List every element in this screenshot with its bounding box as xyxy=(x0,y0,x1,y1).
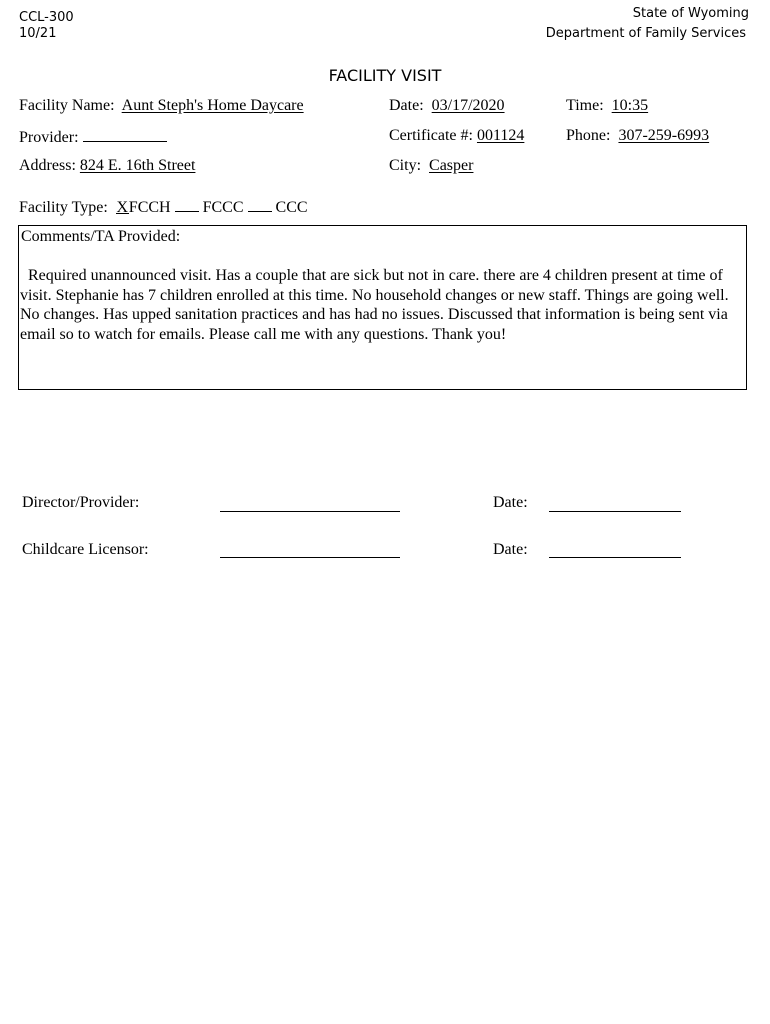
facility-type-mark-fcch: X xyxy=(116,199,129,216)
certificate-row xyxy=(389,127,524,145)
director-date-line xyxy=(549,511,681,512)
director-date-label: Date: xyxy=(493,494,528,511)
facility-type-label: Facility Type: xyxy=(19,199,108,216)
facility-type-mark-fccc xyxy=(175,197,199,212)
facility-type-row xyxy=(19,197,308,217)
address-label: Address: xyxy=(19,157,76,174)
provider-value xyxy=(83,127,167,142)
date-row xyxy=(389,97,505,115)
comments-text xyxy=(20,266,744,344)
state-name: State of Wyoming xyxy=(632,6,749,21)
phone-row xyxy=(566,127,709,145)
page-title: FACILITY VISIT xyxy=(328,66,442,85)
date-value: 03/17/2020 xyxy=(431,97,505,114)
form-code: CCL-300 xyxy=(19,10,74,25)
comments-label: Comments/TA Provided: xyxy=(21,228,181,245)
provider-row xyxy=(19,127,167,147)
facility-type-option-fcch: FCCH xyxy=(128,199,171,216)
director-signature-line xyxy=(220,511,400,512)
city-row xyxy=(389,157,473,175)
facility-type-mark-ccc xyxy=(248,197,272,212)
licensor-label: Childcare Licensor: xyxy=(22,541,149,558)
comments-box xyxy=(18,225,747,390)
licensor-signature-line xyxy=(220,557,400,558)
time-value: 10:35 xyxy=(611,97,649,114)
facility-type-option-fccc: FCCC xyxy=(202,199,244,216)
certificate-value: 001124 xyxy=(476,127,525,144)
certificate-label: Certificate #: xyxy=(389,127,473,144)
city-label: City: xyxy=(389,157,422,174)
time-row xyxy=(566,97,648,115)
licensor-date-label: Date: xyxy=(493,541,528,558)
department-name: Department of Family Services xyxy=(545,26,746,41)
licensor-date-line xyxy=(549,557,681,558)
facility-name-value: Aunt Steph's Home Daycare xyxy=(121,97,304,114)
facility-name-label: Facility Name: xyxy=(19,97,115,114)
facility-name-row xyxy=(19,97,304,115)
city-value: Casper xyxy=(429,157,474,174)
address-row xyxy=(19,157,195,175)
facility-type-option-ccc: CCC xyxy=(275,199,308,216)
form-date: 10/21 xyxy=(19,26,57,41)
phone-value: 307-259-6993 xyxy=(618,127,710,144)
time-label: Time: xyxy=(566,97,604,114)
address-value: 824 E. 16th Street xyxy=(79,157,196,174)
director-label: Director/Provider: xyxy=(22,494,140,511)
comments-body: Required unannounced visit. Has a couple that are sick but not in care. there are 4 children present at time of visit. Stephanie has 7 children enrolled at this time. No household changes or new staff. Things are going well. No changes. Has upped sanitation practices and has had no issues. Discussed that information is being sent via email so to watch for emails. Please call me with any questions. Thank you! xyxy=(20,267,729,343)
phone-label: Phone: xyxy=(566,127,611,144)
date-label: Date: xyxy=(389,97,424,114)
provider-label: Provider: xyxy=(19,129,79,146)
